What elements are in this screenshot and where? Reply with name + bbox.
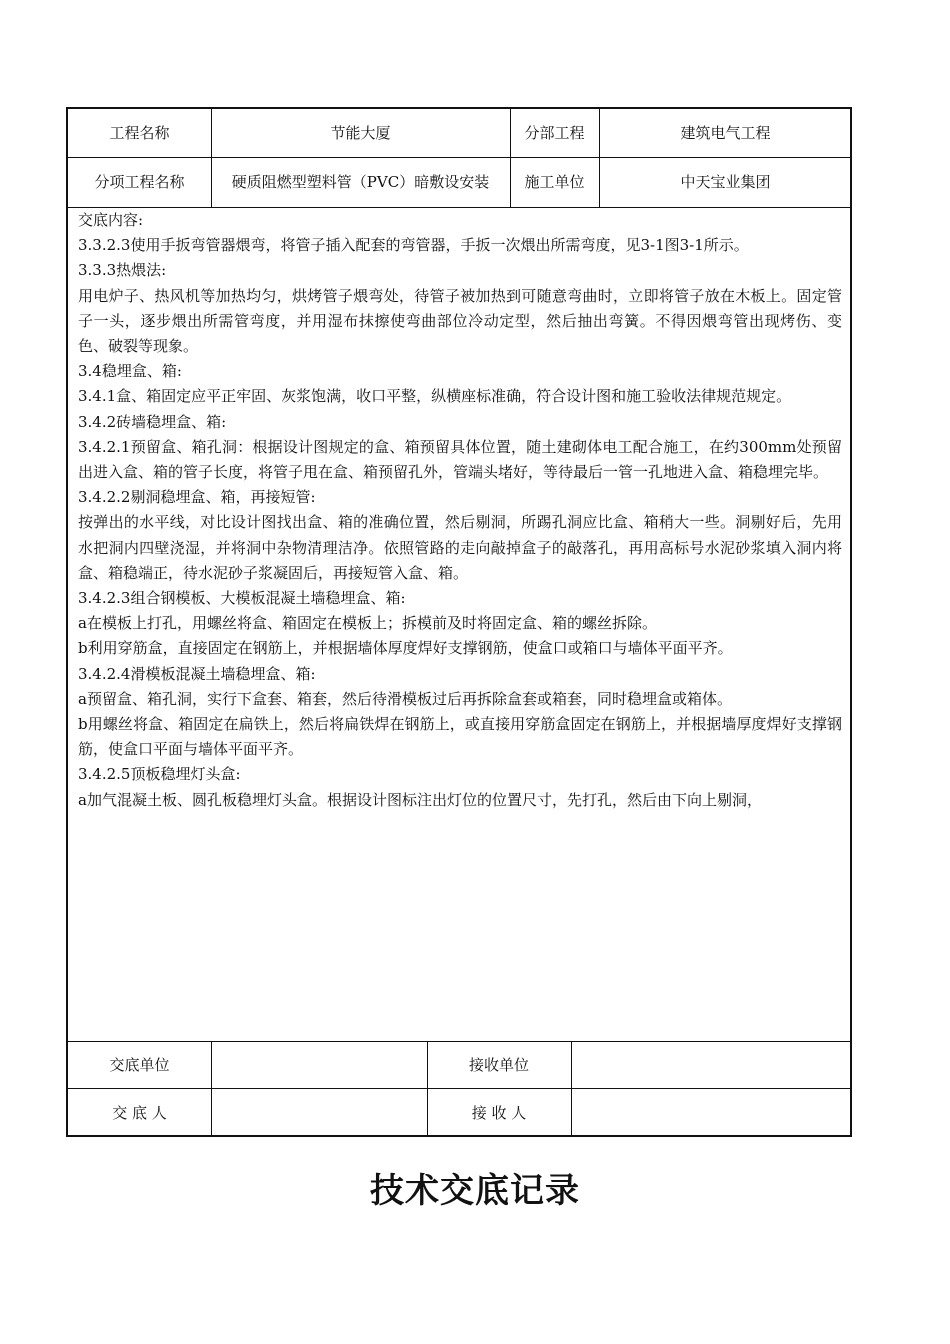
content-line: 3.3.3热煨法: [78, 261, 167, 280]
subitem-label: 分项工程名称 [94, 173, 185, 191]
content-line: 3.4.1盒、箱固定应平正牢固、灰浆饱满，收口平整，纵横座标准确，符合设计图和施工验收法律规范规定。 [78, 387, 792, 406]
receiving-unit-field[interactable] [571, 1041, 852, 1088]
disclosing-unit-field[interactable] [211, 1041, 427, 1088]
content-line: b利用穿筋盒，直接固定在钢筋上，并根据墙体厚度焊好支撑钢筋，使盒口或箱口与墙体平面平齐。 [78, 639, 733, 658]
disclosure-form [66, 107, 852, 1137]
contractor-label: 施工单位 [524, 173, 585, 191]
division-label: 分部工程 [524, 124, 585, 142]
content-line: 3.4.2.5顶板稳埋灯头盒: [78, 765, 241, 784]
content-line: a预留盒、箱孔洞，实行下盒套、箱套，然后待滑模板过后再拆除盒套或箱套，同时稳埋盒或箱体。 [78, 689, 732, 708]
receiver-label: 接 收 人 [471, 1103, 527, 1122]
project-name-label: 工程名称 [109, 124, 170, 142]
receiving-unit-label: 接收单位 [468, 1055, 529, 1074]
content-line: 用电炉子、热风机等加热均匀，烘烤管子煨弯处，待管子被加热到可随意弯曲时，立即将管子放在木板上。固定管子一头，逐步煨出所需管弯度，并用湿布抹擦使弯曲部位冷动定型，然后抽出弯簧。不得因煨弯管出现烤伤、变色、破裂等现象。 [78, 286, 842, 356]
content-line: 按弹出的水平线，对比设计图找出盒、箱的准确位置，然后剔洞，所踢孔洞应比盒、箱稍大一些。洞剔好后，先用水把洞内四壁浇湿，并将洞中杂物清理洁净。依照管路的走向敲掉盒子的敲落孔，再用高标号水泥砂浆填入洞内将盒、箱稳端正，待水泥砂子浆凝固后，再接短管入盒、箱。 [78, 513, 842, 582]
document-title: 技术交底记录 [370, 1171, 580, 1211]
discloser-label: 交 底 人 [112, 1103, 167, 1122]
receiver-field[interactable] [571, 1088, 852, 1137]
subitem-value: 硬质阻燃型塑料管（PVC）暗敷设安装 [231, 173, 490, 191]
contractor-value: 中天宝业集团 [680, 173, 771, 191]
content-line: 3.3.2.3使用手扳弯管器煨弯，将管子插入配套的弯管器，手扳一次煨出所需弯度，见3-1图3-1所示。 [78, 236, 749, 255]
division-value: 建筑电气工程 [680, 124, 771, 142]
disclosing-unit-label: 交底单位 [109, 1055, 170, 1074]
content-line: a在模板上打孔，用螺丝将盒、箱固定在模板上；拆模前及时将固定盒、箱的螺丝拆除。 [78, 614, 657, 633]
content-line: 交底内容: [78, 211, 144, 229]
content-line: 3.4.2.1预留盒、箱孔洞：根据设计图规定的盒、箱预留具体位置，随土建砌体电工配合施工，在约300mm处预留出进入盒、箱的管子长度，将管子甩在盒、箱预留孔外，管端头堵好，等待最后一管一孔地进入盒、箱稳埋完毕。 [78, 437, 842, 482]
discloser-field[interactable] [211, 1088, 427, 1137]
content-line: a加气混凝土板、圆孔板稳埋灯头盒。根据设计图标注出灯位的位置尺寸，先打孔，然后由下向上剔洞， [78, 790, 762, 809]
content-line: 3.4.2砖墙稳埋盒、箱: [78, 412, 227, 431]
disclosure-content [78, 208, 842, 813]
content-line: 3.4.2.3组合钢模板、大模板混凝土墙稳埋盒、箱: [78, 589, 406, 608]
content-line: 3.4.2.2剔洞稳埋盒、箱，再接短管: [78, 488, 316, 507]
content-line: 3.4.2.4滑模板混凝土墙稳埋盒、箱: [78, 664, 316, 683]
content-line: b用螺丝将盒、箱固定在扁铁上，然后将扁铁焊在钢筋上，或直接用穿筋盒固定在钢筋上，并根据墙厚度焊好支撑钢筋，使盒口平面与墙体平面平齐。 [78, 715, 842, 759]
content-line: 3.4稳埋盒、箱: [78, 362, 182, 381]
project-name-value: 节能大厦 [330, 124, 391, 142]
